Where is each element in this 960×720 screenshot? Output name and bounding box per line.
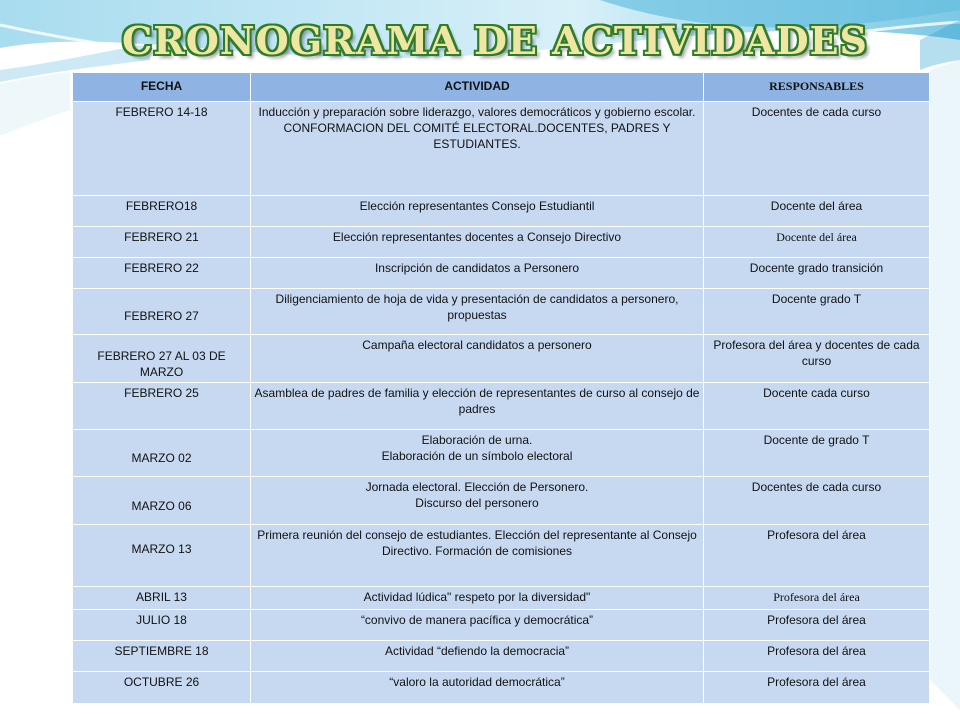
actividad-cell bbox=[251, 102, 704, 196]
actividad-line: Inducción y preparación sobre liderazgo, valores democráticos y gobierno escolar. bbox=[258, 105, 696, 119]
table-row bbox=[73, 227, 930, 258]
table-row bbox=[73, 610, 930, 641]
responsables-cell: Profesora del área bbox=[704, 672, 930, 704]
actividad-cell: “convivo de manera pacífica y democrática” bbox=[251, 610, 704, 641]
fecha-cell: FEBRERO 22 bbox=[73, 258, 251, 289]
responsables-cell: Docente del área bbox=[704, 196, 930, 227]
header-responsables: RESPONSABLES bbox=[704, 73, 930, 102]
table-row bbox=[73, 335, 930, 383]
fecha-cell: MARZO 13 bbox=[73, 525, 251, 587]
schedule-table bbox=[72, 72, 930, 704]
responsables-cell: Docente grado transición bbox=[704, 258, 930, 289]
actividad-cell: Diligenciamiento de hoja de vida y presentación de candidatos a personero, propuestas bbox=[251, 289, 704, 335]
table-row bbox=[73, 477, 930, 525]
responsables-cell: Docentes de cada curso bbox=[704, 477, 930, 525]
responsables-cell: Docente de grado T bbox=[704, 430, 930, 477]
actividad-cell: Actividad lúdica" respeto por la diversidad" bbox=[251, 587, 704, 610]
actividad-cell: Campaña electoral candidatos a personero bbox=[251, 335, 704, 383]
table-row bbox=[73, 196, 930, 227]
actividad-line: Elaboración de un símbolo electoral bbox=[381, 449, 573, 463]
fecha-cell: FEBRERO 25 bbox=[73, 383, 251, 430]
fecha-cell: JULIO 18 bbox=[73, 610, 251, 641]
header-actividad: ACTIVIDAD bbox=[251, 73, 704, 102]
fecha-cell: MARZO 06 bbox=[73, 477, 251, 525]
actividad-line: CONFORMACION DEL COMITÉ ELECTORAL.DOCENTES, PADRES Y ESTUDIANTES. bbox=[283, 121, 671, 151]
table-row bbox=[73, 525, 930, 587]
table-row bbox=[73, 672, 930, 704]
fecha-cell: ABRIL 13 bbox=[73, 587, 251, 610]
header-row bbox=[73, 73, 930, 102]
table-row bbox=[73, 258, 930, 289]
actividad-line: Jornada electoral. Elección de Personero. bbox=[365, 480, 589, 494]
responsables-cell: Profesora del área bbox=[704, 525, 930, 587]
fecha-cell: FEBRERO18 bbox=[73, 196, 251, 227]
table-row bbox=[73, 289, 930, 335]
fecha-cell: MARZO 02 bbox=[73, 430, 251, 477]
responsables-cell: Profesora del área bbox=[704, 641, 930, 672]
fecha-cell: FEBRERO 27 AL 03 DE MARZO bbox=[73, 335, 251, 383]
actividad-cell: “valoro la autoridad democrática” bbox=[251, 672, 704, 704]
actividad-cell: Asamblea de padres de familia y elección de representantes de curso al consejo de padres bbox=[251, 383, 704, 430]
responsables-cell: Profesora del área y docentes de cada curso bbox=[704, 335, 930, 383]
table-row bbox=[73, 641, 930, 672]
responsables-cell: Docentes de cada curso bbox=[704, 102, 930, 196]
responsables-cell: Profesora del área bbox=[704, 610, 930, 641]
responsables-cell: Profesora del área bbox=[704, 587, 930, 610]
fecha-cell: FEBRERO 14-18 bbox=[73, 102, 251, 196]
actividad-cell: Inscripción de candidatos a Personero bbox=[251, 258, 704, 289]
responsables-cell: Docente grado T bbox=[704, 289, 930, 335]
actividad-cell: Primera reunión del consejo de estudiantes. Elección del representante al Consejo Directivo. Formación de comisiones bbox=[251, 525, 704, 587]
actividad-cell: Elección representantes Consejo Estudiantil bbox=[251, 196, 704, 227]
actividad-line: Discurso del personero bbox=[415, 496, 539, 510]
table-row bbox=[73, 102, 930, 196]
actividad-cell: Elección representantes docentes a Consejo Directivo bbox=[251, 227, 704, 258]
table-row bbox=[73, 383, 930, 430]
fecha-cell: FEBRERO 27 bbox=[73, 289, 251, 335]
responsables-cell: Docente cada curso bbox=[704, 383, 930, 430]
actividad-cell bbox=[251, 430, 704, 477]
actividad-cell: Actividad “defiendo la democracia” bbox=[251, 641, 704, 672]
actividad-cell bbox=[251, 477, 704, 525]
page-title: CRONOGRAMA DE ACTIVIDADES bbox=[121, 18, 869, 63]
actividad-line: Elaboración de urna. bbox=[421, 433, 533, 447]
table-row bbox=[73, 430, 930, 477]
fecha-cell: SEPTIEMBRE 18 bbox=[73, 641, 251, 672]
table-row bbox=[73, 587, 930, 610]
responsables-cell: Docente del área bbox=[704, 227, 930, 258]
header-fecha: FECHA bbox=[73, 73, 251, 102]
fecha-cell: FEBRERO 21 bbox=[73, 227, 251, 258]
fecha-cell: OCTUBRE 26 bbox=[73, 672, 251, 704]
